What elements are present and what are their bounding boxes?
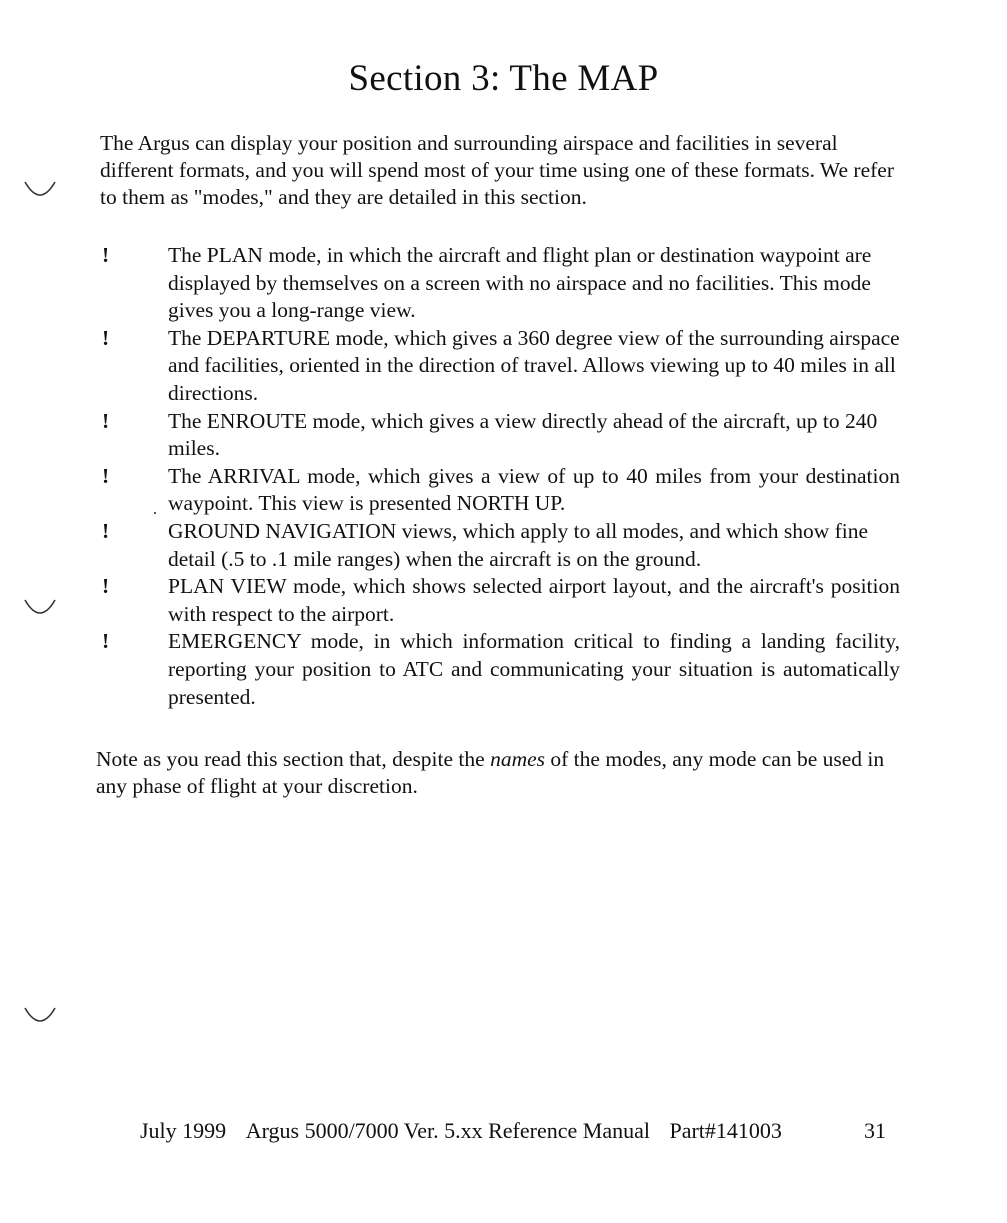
bullet-marker: ! xyxy=(102,518,110,543)
list-item-text: The PLAN mode, in which the aircraft and flight plan or destination waypoint are displayed by themselves on a screen with no airspace and no facilities. This mode gives you a long-range view. xyxy=(168,243,872,323)
bullet-marker: ! xyxy=(102,243,110,267)
list-item xyxy=(100,408,900,463)
mode-list xyxy=(100,242,900,711)
footer-manual-title: Argus 5000/7000 Ver. 5.xx Reference Manual xyxy=(245,1118,650,1143)
binder-hole-mark-middle xyxy=(22,596,58,620)
bullet-marker: ! xyxy=(102,463,110,488)
note-text-end: of the modes, any mode can be used in any phase of flight at your discretion. xyxy=(96,747,885,798)
scan-speck xyxy=(154,512,156,514)
list-item xyxy=(100,463,900,518)
list-item-text: GROUND NAVIGATION views, which apply to all modes, and which show fine detail (.5 to .1 mile ranges) when the aircraft is on the ground. xyxy=(168,518,869,571)
footer-part-number: Part#141003 xyxy=(669,1118,782,1143)
bullet-marker: ! xyxy=(102,408,110,433)
note-paragraph xyxy=(96,746,896,800)
list-item xyxy=(100,573,900,628)
note-text-start: Note as you read this section that, despite the xyxy=(96,747,491,771)
list-item-text: EMERGENCY mode, in which information critical to finding a landing facility, reporting your position to ATC and communicating your situation is automatically presented. xyxy=(168,629,900,709)
bullet-marker: ! xyxy=(102,629,110,654)
list-item-text: The ARRIVAL mode, which gives a view of up to 40 miles from your destination waypoint. This view is presented NORTH UP. xyxy=(168,463,900,516)
list-item-text: The ENROUTE mode, which gives a view directly ahead of the aircraft, up to 240 miles. xyxy=(168,408,878,461)
list-item xyxy=(100,628,900,711)
section-title: Section 3: The MAP xyxy=(348,58,659,99)
list-item xyxy=(100,325,900,408)
footer-date: July 1999 xyxy=(140,1118,227,1143)
list-item xyxy=(100,518,900,573)
binder-hole-mark-bottom xyxy=(22,1004,58,1028)
list-item-text: The DEPARTURE mode, which gives a 360 degree view of the surrounding airspace and facilities, oriented in the direction of travel. Allows viewing up to 40 miles in all directions. xyxy=(168,325,900,405)
bullet-marker: ! xyxy=(102,574,110,599)
page-number: 31 xyxy=(864,1118,886,1143)
list-item xyxy=(100,242,900,325)
page-footer xyxy=(140,1116,900,1146)
bullet-marker: ! xyxy=(102,325,110,350)
note-emphasis: names xyxy=(490,747,546,771)
binder-hole-mark-top xyxy=(22,178,58,202)
list-item-text: PLAN VIEW mode, which shows selected airport layout, and the aircraft's position with respect to the airport. xyxy=(168,574,900,626)
intro-paragraph: The Argus can display your position and surrounding airspace and facilities in several different formats, and you will spend most of your time using one of these formats. We refer to them as "modes," and they are detailed in this section. xyxy=(100,131,894,209)
